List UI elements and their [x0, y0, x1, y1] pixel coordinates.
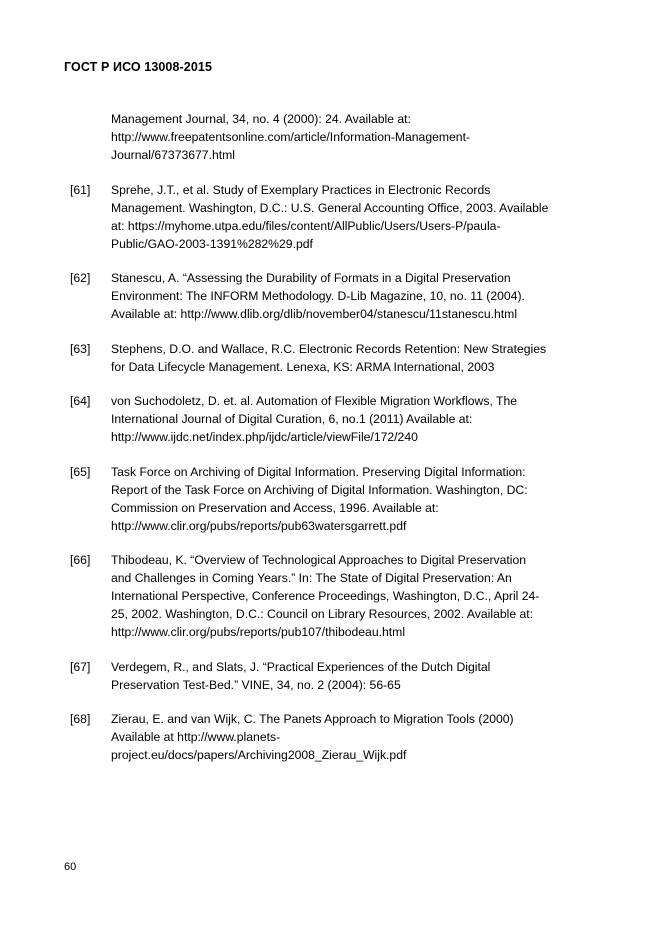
- reference-line: Available at http://www.planets-: [111, 730, 281, 744]
- reference-number: [63]: [70, 341, 91, 356]
- reference-line: von Suchodoletz, D. et. al. Automation of Flexible Migration Workflows, The: [111, 394, 517, 408]
- reference-line: Zierau, E. and van Wijk, C. The Panets Approach to Migration Tools (2000): [111, 712, 514, 726]
- reference-line: Commission on Preservation and Access, 1996. Available at:: [111, 500, 439, 515]
- reference-entry: [0, 551, 661, 641]
- reference-line: Environment: The INFORM Methodology. D-Lib Magazine, 10, no. 11 (2004).: [111, 289, 525, 303]
- reference-text: [111, 269, 599, 323]
- reference-line: International Journal of Digital Curation, 6, no.1 (2011) Available at:: [111, 412, 473, 426]
- reference-number: [67]: [70, 659, 91, 674]
- reference-line: Stephens, D.O. and Wallace, R.C. Electronic Records Retention: New Strategies: [111, 341, 547, 356]
- reference-line: and Challenges in Coming Years.” In: The State of Digital Preservation: An: [111, 571, 512, 585]
- reference-line: Preservation Test-Bed.” VINE, 34, no. 2 (2004): 56-65: [111, 677, 401, 692]
- reference-number: [65]: [70, 464, 91, 479]
- reference-line: at: https://myhome.utpa.edu/files/content/AllPublic/Users/Users-P/paula-: [111, 218, 501, 233]
- reference-line: http://www.freepatentsonline.com/article/Information-Management-: [111, 130, 471, 144]
- reference-text: [111, 551, 599, 641]
- reference-line: 25, 2002. Washington, D.C.: Council on Library Resources, 2002. Available at:: [111, 607, 534, 621]
- reference-entry: [0, 340, 661, 376]
- reference-line: http://www.clir.org/pubs/reports/pub107/thibodeau.html: [111, 625, 406, 639]
- reference-line: http://www.ijdc.net/index.php/ijdc/article/viewFile/172/240: [111, 430, 418, 444]
- reference-entry: [0, 658, 661, 694]
- reference-line: Management Journal, 34, no. 4 (2000): 24. Available at:: [111, 112, 411, 126]
- reference-line: Task Force on Archiving of Digital Information. Preserving Digital Information:: [111, 464, 526, 479]
- reference-text: [111, 710, 599, 764]
- reference-text: [111, 658, 599, 694]
- reference-line: Public/GAO-2003-1391%282%29.pdf: [111, 236, 313, 251]
- reference-text: [111, 463, 599, 535]
- reference-line: Available at: http://www.dlib.org/dlib/november04/stanescu/11stanescu.html: [111, 307, 518, 321]
- reference-number: [68]: [70, 712, 91, 726]
- reference-text: [111, 181, 599, 253]
- reference-line: Management. Washington, D.C.: U.S. General Accounting Office, 2003. Available: [111, 200, 549, 215]
- reference-line: Verdegem, R., and Slats, J. “Practical Experiences of the Dutch Digital: [111, 659, 491, 674]
- reference-entry: [0, 392, 661, 446]
- reference-number: [62]: [70, 271, 91, 285]
- reference-entry: [0, 463, 661, 535]
- page-number: 60: [64, 861, 77, 873]
- reference-line: Sprehe, J.T., et al. Study of Exemplary Practices in Electronic Records: [111, 182, 491, 197]
- standard-header: ГОСТ Р ИСО 13008-2015: [64, 60, 213, 74]
- reference-line: Thibodeau, K. “Overview of Technological Approaches to Digital Preservation: [111, 553, 527, 567]
- reference-number: [61]: [70, 182, 91, 197]
- reference-list: [0, 110, 661, 764]
- reference-entry: [0, 710, 661, 764]
- reference-text: [111, 340, 599, 376]
- reference-line: Stanescu, A. “Assessing the Durability of Formats in a Digital Preservation: [111, 271, 511, 285]
- reference-text: [111, 110, 599, 164]
- reference-number: [64]: [70, 394, 91, 408]
- reference-line: for Data Lifecycle Management. Lenexa, KS: ARMA International, 2003: [111, 359, 495, 374]
- reference-entry: [0, 110, 661, 164]
- reference-line: International Perspective, Conference Proceedings, Washington, D.C., April 24-: [111, 589, 540, 603]
- reference-line: Report of the Task Force on Archiving of Digital Information. Washington, DC:: [111, 482, 528, 497]
- reference-entry: [0, 269, 661, 323]
- reference-line: project.eu/docs/papers/Archiving2008_Zierau_Wijk.pdf: [111, 748, 407, 762]
- reference-text: [111, 392, 599, 446]
- reference-line: Journal/67373677.html: [111, 148, 235, 162]
- reference-number: [66]: [70, 553, 91, 567]
- reference-entry: [0, 181, 661, 253]
- reference-line: http://www.clir.org/pubs/reports/pub63watersgarrett.pdf: [111, 518, 407, 533]
